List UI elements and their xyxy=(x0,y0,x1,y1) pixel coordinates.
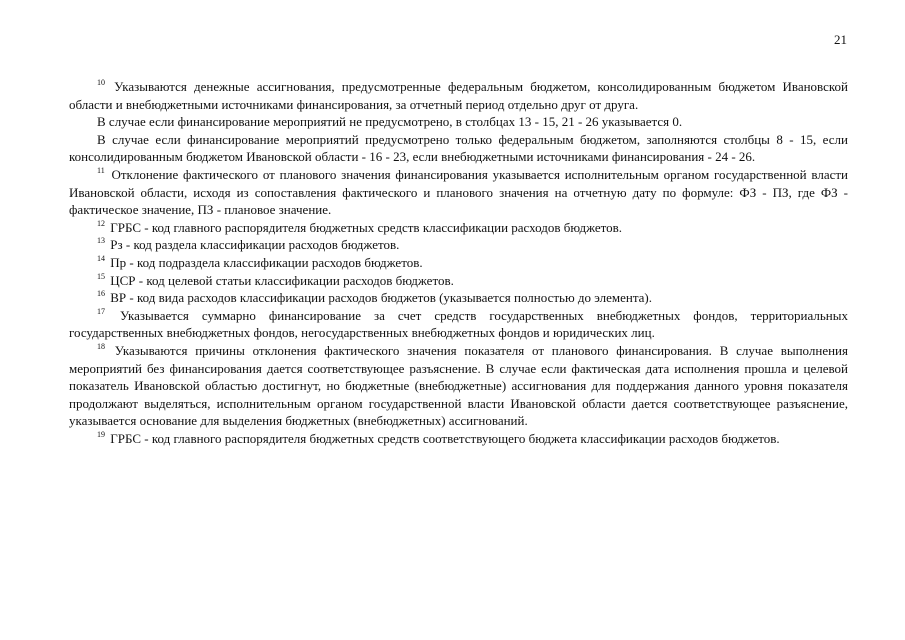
footnote-number: 11 xyxy=(97,165,105,175)
footnote-number: 13 xyxy=(97,236,105,246)
footnote-14 xyxy=(69,254,848,272)
footnote-number: 10 xyxy=(97,78,105,87)
footnote-number: 15 xyxy=(97,271,105,281)
footnote-number: 16 xyxy=(97,289,105,299)
footnote-number: 19 xyxy=(97,429,105,439)
footnote-text: В случае если финансирование мероприятий предусмотрено только федеральным бюджетом, заполняются столбцы 8 - 15, если консолидированным бюджетом Ивановской области - 16 - 23, если внебюджетными источниками финансирования - 24 - 26. xyxy=(69,131,848,165)
footnote-12 xyxy=(69,219,848,237)
footnote-text: ЦСР - код целевой статьи классификации расходов бюджетов. xyxy=(110,272,454,288)
footnote-text: ГРБС - код главного распорядителя бюджетных средств классификации расходов бюджетов. xyxy=(110,219,623,235)
footnote-text: ГРБС - код главного распорядителя бюджетных средств соответствующего бюджета классификации расходов бюджетов. xyxy=(110,430,780,446)
footnote-number: 17 xyxy=(97,306,105,316)
footnote-19 xyxy=(69,430,848,448)
footnote-text: Рз - код раздела классификации расходов бюджетов. xyxy=(110,237,400,253)
footnote-text: Указываются причины отклонения фактического значения показателя от планового финансирования. В случае выполнения мероприятий без финансирования дается соответствующее разъяснение. В случае если фактическая дата исполнения прошла и целевой показатель Ивановской областью достигнут, но бюджетные (внебюджетные) ассигнования для поддержания данного уровня показателя продолжают выделяться, исполнительным органом государственной власти Ивановской области дается соответствующее разъяснение, указывается основание для выделения бюджетных (внебюджетных) ассигнований. xyxy=(69,342,848,429)
footnote-text: Пр - код подраздела классификации расходов бюджетов. xyxy=(110,254,423,270)
footnote-text: Указывается суммарно финансирование за счет средств государственных внебюджетных фондов, территориальных государственных внебюджетных фондов, негосударственных внебюджетных фондов и юридических лиц. xyxy=(69,307,849,341)
footnote-text: ВР - код вида расходов классификации расходов бюджетов (указывается полностью до элемента). xyxy=(110,290,653,306)
footnote-11 xyxy=(69,166,848,219)
footnote-13 xyxy=(69,236,848,254)
footnote-15 xyxy=(69,272,848,290)
footnote-number: 12 xyxy=(97,218,105,228)
footnote-18 xyxy=(69,342,848,430)
footnote-16 xyxy=(69,289,848,307)
footnote-number: 18 xyxy=(97,341,105,351)
footnote-text: В случае если финансирование мероприятий не предусмотрено, в столбцах 13 - 15, 21 - 26 указывается 0. xyxy=(97,114,683,130)
footnote-number: 14 xyxy=(97,253,105,263)
footnote-text: Отклонение фактического от планового значения финансирования указывается исполнительным органом государственной власти Ивановской области, исходя из сопоставления фактического и планового значения на отчетную дату по формуле: ФЗ - ПЗ, где ФЗ - фактическое значение, ПЗ - плановое значение. xyxy=(69,166,849,218)
footnote-10 xyxy=(69,78,848,113)
footnote-17 xyxy=(69,307,848,342)
footnote-10-note-a xyxy=(69,113,848,131)
page-number: 21 xyxy=(834,32,847,47)
footnote-text: Указываются денежные ассигнования, предусмотренные федеральным бюджетом, консолидированным бюджетом Ивановской области и внебюджетными источниками финансирования, за отчетный период отдельно друг от друга. xyxy=(69,79,848,112)
footnotes-block xyxy=(69,78,849,447)
footnote-10-note-b xyxy=(69,131,848,166)
